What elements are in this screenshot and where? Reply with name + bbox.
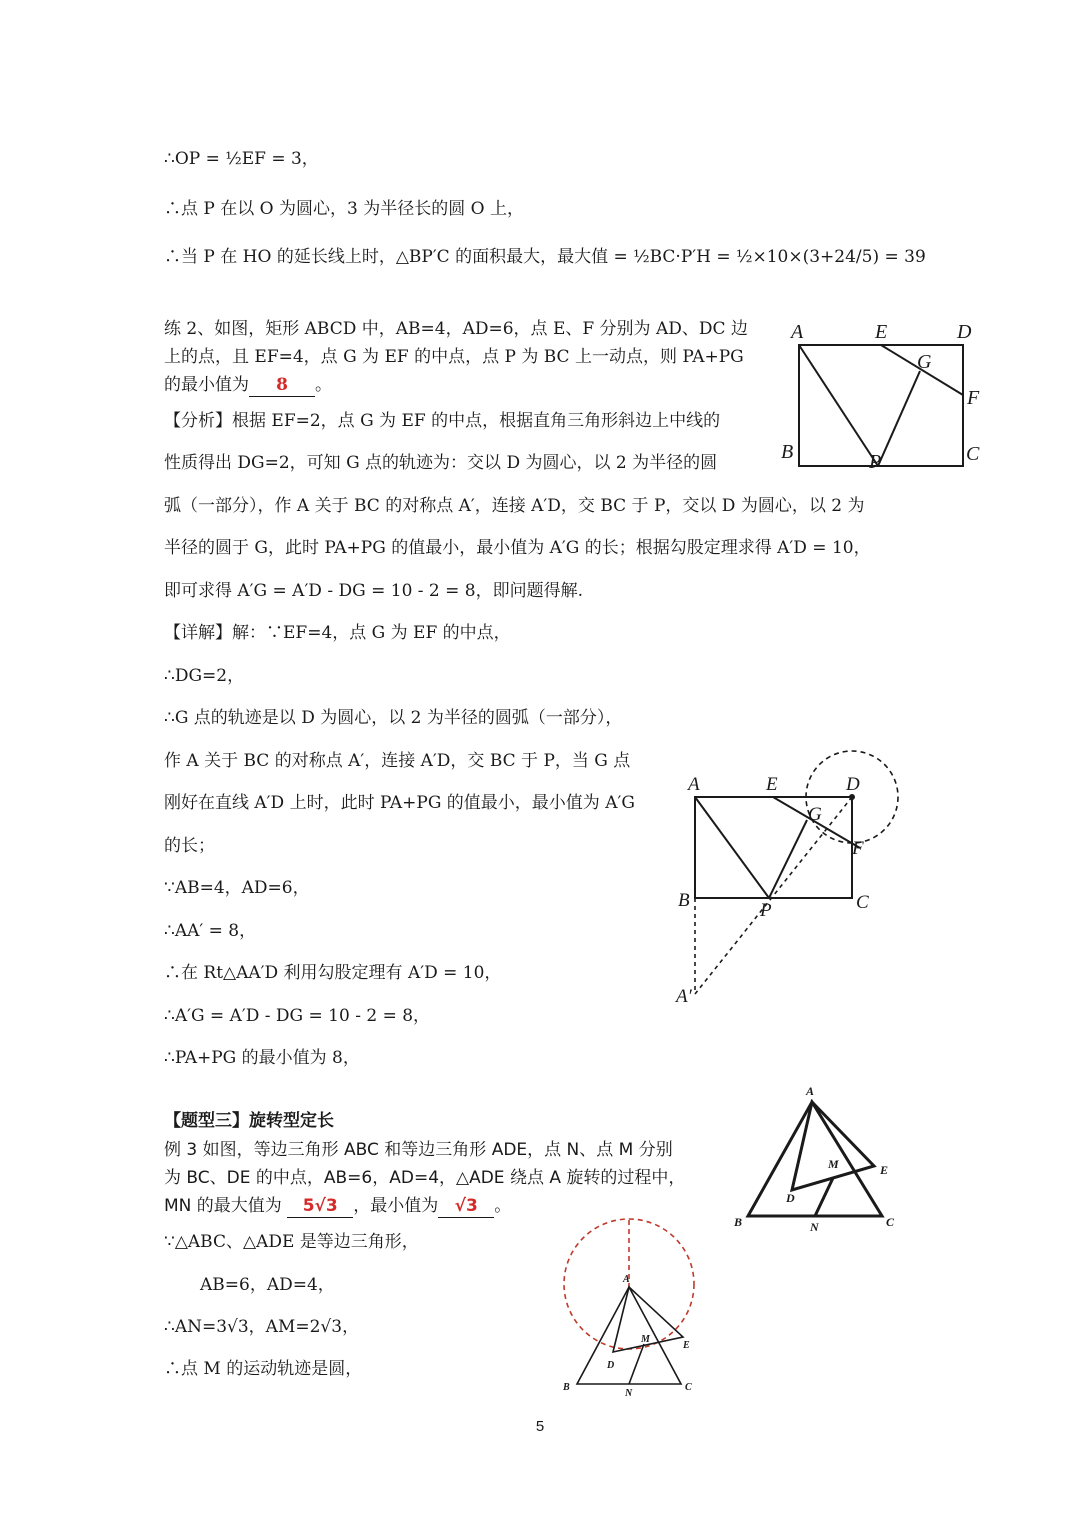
label-n-4: N xyxy=(625,1388,633,1399)
label-e-2: E xyxy=(766,774,778,795)
text-line-analysis-3: 弧（一部分），作 A 关于 BC 的对称点 A′，连接 A′D，交 BC 于 P，交以 D 为圆心，以 2 为 xyxy=(164,496,865,516)
label-a: A xyxy=(791,321,804,343)
label-a-4: A xyxy=(623,1274,630,1285)
triangle-abc xyxy=(748,1102,882,1216)
label-e: E xyxy=(875,321,888,343)
label-d-2: D xyxy=(846,774,860,795)
label-g-2: G xyxy=(808,804,822,825)
label-n-3: N xyxy=(810,1220,819,1234)
max-prefix: MN 的最大值为 xyxy=(164,1196,282,1216)
text-line-example3-4: ∵△ABC、△ADE 是等边三角形， xyxy=(164,1232,419,1252)
text-line-example3-1: 例 3 如图，等边三角形 ABC 和等边三角形 ADE，点 N、点 M 分别 xyxy=(164,1140,673,1160)
label-m-3: M xyxy=(828,1157,839,1171)
text-line-practice2-1: 练 2、如图，矩形 ABCD 中，AB=4，AD=6，点 E、F 分别为 AD、DC 边 xyxy=(164,319,748,339)
segment-pg-2 xyxy=(769,820,807,898)
text-line-example3-3 xyxy=(164,1195,511,1218)
answer-suffix: 。 xyxy=(315,375,332,395)
label-e-3: E xyxy=(880,1163,889,1177)
label-b-3: B xyxy=(734,1215,743,1229)
text-line-practice2-2: 上的点，且 EF=4，点 G 为 EF 的中点，点 P 为 BC 上一动点，则 PA+PG xyxy=(164,347,744,367)
label-d-3: D xyxy=(786,1191,795,1205)
text-line-analysis-1: 【分析】根据 EF=2，点 G 为 EF 的中点，根据直角三角形斜边上中线的 xyxy=(164,411,721,431)
text-line-analysis-5: 即可求得 A′G = A′D - DG = 10 - 2 = 8，即问题得解. xyxy=(164,581,584,601)
rect-abcd xyxy=(799,345,963,466)
label-d-4: D xyxy=(607,1360,615,1371)
text-line-solution-8: ∴AA′ = 8， xyxy=(164,921,257,941)
min-prefix: ，最小值为 xyxy=(353,1196,439,1216)
text-line-example3-6: ∴AN=3√3，AM=2√3， xyxy=(164,1317,360,1337)
text-line-solution-5: 刚好在直线 A′D 上时，此时 PA+PG 的值最小，最小值为 A′G xyxy=(164,793,635,813)
segment-mn-2 xyxy=(629,1344,644,1384)
triangle-abc-2 xyxy=(577,1287,681,1384)
label-b: B xyxy=(781,441,794,463)
label-m-4: M xyxy=(641,1334,650,1345)
figure-triangles-2 xyxy=(555,1212,705,1402)
figure-rectangle-1 xyxy=(775,318,995,478)
label-e-4: E xyxy=(683,1340,690,1351)
label-c-3: C xyxy=(886,1215,895,1229)
answer-value: 8 xyxy=(276,375,288,395)
text-line-solution-4: 作 A 关于 BC 的对称点 A′，连接 A′D，交 BC 于 P，当 G 点 xyxy=(164,751,631,771)
segment-ap xyxy=(799,345,878,466)
text-line-solution-1: 【详解】解：∵EF=4，点 G 为 EF 的中点， xyxy=(164,623,511,643)
page-number: 5 xyxy=(535,1418,545,1435)
answer-prefix: 的最小值为 xyxy=(164,375,249,395)
text-line-solution-2: ∴DG=2， xyxy=(164,666,245,686)
label-g: G xyxy=(917,351,932,373)
text-line-analysis-4: 半径的圆于 G，此时 PA+PG 的值最小，最小值为 A′G 的长；根据勾股定理求得 A′D = 10， xyxy=(164,538,871,558)
text-line-max-area: ∴当 P 在 HO 的延长线上时，△BP′C 的面积最大，最大值 = ½BC·P′H = ½×10×(3+24/5) = 39 xyxy=(164,247,926,267)
min-blank xyxy=(438,1195,494,1218)
answer-blank xyxy=(249,374,315,397)
min-value: √3 xyxy=(454,1196,478,1216)
rect-abcd-2 xyxy=(695,797,852,898)
max-blank xyxy=(287,1195,353,1218)
section-heading: 【题型三】旋转型定长 xyxy=(164,1111,334,1131)
text-line-practice2-3 xyxy=(164,374,332,397)
figure-triangles-1 xyxy=(728,1080,903,1235)
label-d: D xyxy=(957,321,972,343)
min-suffix: 。 xyxy=(494,1196,512,1216)
label-p-2: P xyxy=(760,900,772,921)
text-line-example3-7: ∴点 M 的运动轨迹是圆， xyxy=(164,1359,363,1379)
max-value: 5√3 xyxy=(302,1196,338,1216)
label-f-2: F xyxy=(852,838,864,859)
label-a-2: A xyxy=(688,774,700,795)
text-line-analysis-2: 性质得出 DG=2，可知 G 点的轨迹为：交以 D 为圆心，以 2 为半径的圆 xyxy=(164,453,718,473)
text-line-solution-10: ∴A′G = A′D - DG = 10 - 2 = 8， xyxy=(164,1006,431,1026)
label-c-2: C xyxy=(856,892,869,913)
text-line-solution-7: ∵AB=4，AD=6， xyxy=(164,878,310,898)
text-line-solution-3: ∴G 点的轨迹是以 D 为圆心，以 2 为半径的圆弧（一部分）， xyxy=(164,708,623,728)
text-line-solution-6: 的长； xyxy=(164,836,215,856)
label-p: P xyxy=(869,451,882,473)
text-line-solution-11: ∴PA+PG 的最小值为 8， xyxy=(164,1048,360,1068)
segment-pg xyxy=(878,371,920,466)
label-a-3: A xyxy=(806,1084,815,1098)
label-b-4: B xyxy=(563,1382,570,1393)
dashed-segment-a2d xyxy=(695,797,852,994)
label-c-4: C xyxy=(685,1382,692,1393)
text-line-circle-o: ∴点 P 在以 O 为圆心，3 为半径长的圆 O 上， xyxy=(164,199,524,219)
figure-rectangle-2 xyxy=(670,740,910,1010)
label-f: F xyxy=(967,387,980,409)
segment-ap-2 xyxy=(695,797,769,898)
text-line-op: ∴OP = ½EF = 3， xyxy=(164,149,319,169)
label-c: C xyxy=(966,443,980,465)
text-line-example3-5: AB=6，AD=4， xyxy=(200,1275,335,1295)
text-line-solution-9: ∴在 Rt△AA′D 利用勾股定理有 A′D = 10， xyxy=(164,963,502,983)
label-b-2: B xyxy=(678,890,690,911)
text-line-example3-2: 为 BC、DE 的中点，AB=6，AD=4，△ADE 绕点 A 旋转的过程中， xyxy=(164,1168,686,1188)
label-a-prime: A′ xyxy=(676,986,692,1007)
